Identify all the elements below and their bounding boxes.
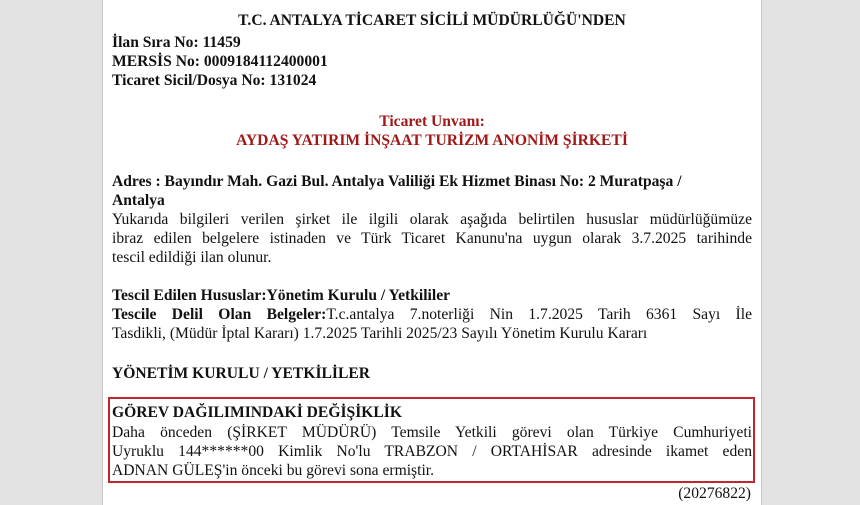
- ilan-sira-value: 11459: [202, 34, 241, 51]
- mersis-row: [112, 52, 328, 71]
- document-page: [103, 0, 761, 505]
- address-line-1: Adres : Bayındır Mah. Gazi Bul. Antalya Valiliği Ek Hizmet Binası No: 2 Muratpaşa /: [112, 173, 682, 190]
- registered-matters: Tescil Edilen Hususlar:Yönetim Kurulu / Yetkililer: [112, 287, 451, 304]
- change-line-2: Uyruklu 144******00 Kimlik No'lu TRABZON / ORTAHİSAR adresinde ikamet eden: [112, 443, 752, 460]
- ilan-sira-label: İlan Sıra No:: [112, 34, 199, 51]
- evidence-line-2: Tasdikli, (Müdür İptal Kararı) 1.7.2025 Tarihli 2025/23 Sayılı Yönetim Kurulu Kararı: [112, 325, 648, 342]
- office-title: T.C. ANTALYA TİCARET SİCİLİ MÜDÜRLÜĞÜ'NDEN: [238, 12, 626, 29]
- section-heading: YÖNETİM KURULU / YETKİLİLER: [112, 365, 371, 382]
- notice-line-1: Yukarıda bilgileri verilen şirket ile ilgili olarak aşağıda belirtilen hususlar müdürlüğümüze: [112, 211, 752, 228]
- ilan-sira-row: [112, 33, 241, 52]
- sicil-row: [112, 71, 316, 90]
- sicil-label: Ticaret Sicil/Dosya No:: [112, 72, 266, 89]
- evidence-label: Tescile Delil Olan Belgeler:: [112, 306, 327, 323]
- notice-line-2: ibraz edilen belgelere istinaden ve Türk Ticaret Kanunu'na uygun olarak 3.7.2025 tarihinde: [112, 230, 752, 247]
- address-line-2: Antalya: [112, 192, 165, 209]
- mersis-label: MERSİS No:: [112, 53, 200, 70]
- notice-line-3: tescil edildiği ilan olunur.: [112, 249, 272, 266]
- mersis-value: 0009184112400001: [203, 53, 328, 70]
- sicil-value: 131024: [269, 72, 317, 89]
- change-heading: GÖREV DAĞILIMINDAKİ DEĞİŞİKLİK: [112, 404, 402, 421]
- page-edge-right: [761, 0, 762, 505]
- company-name: AYDAŞ YATIRIM İNŞAAT TURİZM ANONİM ŞİRKETİ: [236, 132, 628, 149]
- company-label: Ticaret Unvanı:: [379, 113, 485, 130]
- evidence-text: T.c.antalya 7.noterliği Nin 1.7.2025 Tarih 6361 Sayı İle: [326, 306, 752, 323]
- change-line-3: ADNAN GÜLEŞ'in önceki bu görevi sona ermiştir.: [112, 462, 435, 479]
- reference-number: (20276822): [678, 485, 751, 502]
- evidence-line-1: [112, 305, 752, 324]
- change-line-1: Daha önceden (ŞİRKET MÜDÜRÜ) Temsile Yetkili görevi olan Türkiye Cumhuriyeti: [112, 424, 752, 441]
